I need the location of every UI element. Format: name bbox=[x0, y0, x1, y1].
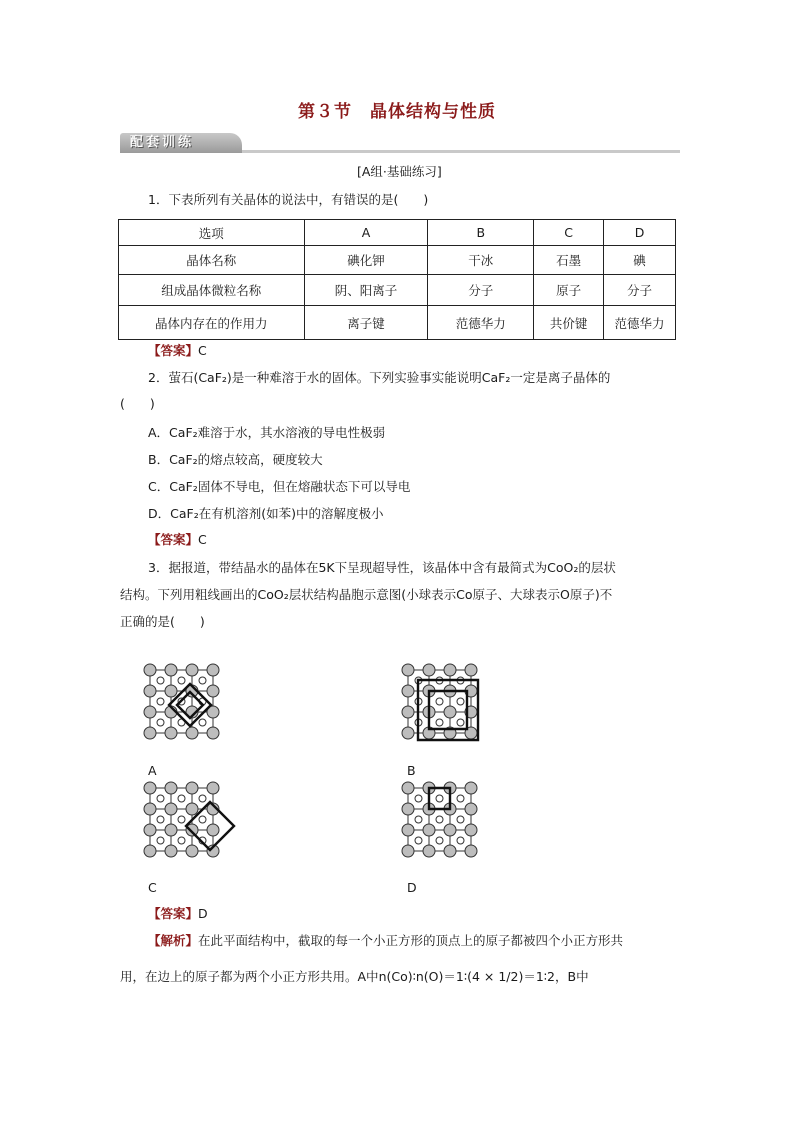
oxygen-atom bbox=[186, 727, 198, 739]
cobalt-atom bbox=[415, 837, 422, 844]
q3-stem-line1: 3．据报道，带结晶水的晶体在5K下呈现超导性，该晶体中含有最简式为CoO₂的层状 bbox=[148, 560, 616, 575]
table-cell: 原子 bbox=[534, 275, 604, 306]
cobalt-atom bbox=[157, 837, 164, 844]
table-cell: 分子 bbox=[428, 275, 534, 306]
answer-value: C bbox=[198, 532, 207, 547]
oxygen-atom bbox=[144, 685, 156, 697]
oxygen-atom bbox=[144, 845, 156, 857]
oxygen-atom bbox=[465, 664, 477, 676]
q1-stem: 1．下表所列有关晶体的说法中，有错误的是( ) bbox=[148, 192, 429, 207]
q2-option-b: B．CaF₂的熔点较高，硬度较大 bbox=[148, 452, 323, 467]
cobalt-atom bbox=[157, 795, 164, 802]
cobalt-atom bbox=[436, 795, 443, 802]
table-cell: 晶体名称 bbox=[119, 246, 305, 275]
q2-option-a: A．CaF₂难溶于水，其水溶液的导电性极弱 bbox=[148, 425, 386, 440]
answer-tag: 【答案】 bbox=[148, 343, 199, 358]
analysis-expression: n(Co)∶n(O)＝1∶(4 × 1/2)＝1∶2，B中 bbox=[378, 969, 589, 984]
q3-analysis-line2 bbox=[120, 968, 589, 986]
cobalt-atom bbox=[457, 837, 464, 844]
figure-c bbox=[140, 778, 250, 878]
table-cell: B bbox=[428, 220, 534, 246]
table-cell: 晶体内存在的作用力 bbox=[119, 306, 305, 340]
oxygen-atom bbox=[207, 664, 219, 676]
oxygen-atom bbox=[402, 664, 414, 676]
cobalt-atom bbox=[178, 816, 185, 823]
oxygen-atom bbox=[444, 824, 456, 836]
answer-tag: 【答案】 bbox=[148, 532, 199, 547]
oxygen-atom bbox=[165, 664, 177, 676]
oxygen-atom bbox=[165, 803, 177, 815]
oxygen-atom bbox=[423, 664, 435, 676]
oxygen-atom bbox=[444, 845, 456, 857]
table-cell: 分子 bbox=[604, 275, 676, 306]
cobalt-atom bbox=[199, 719, 206, 726]
oxygen-atom bbox=[402, 845, 414, 857]
oxygen-atom bbox=[402, 727, 414, 739]
oxygen-atom bbox=[144, 664, 156, 676]
figure-label-a: A bbox=[148, 763, 157, 778]
table-row bbox=[119, 306, 676, 340]
q2-option-c: C．CaF₂固体不导电，但在熔融状态下可以导电 bbox=[148, 479, 411, 494]
oxygen-atom bbox=[186, 782, 198, 794]
oxygen-atom bbox=[465, 845, 477, 857]
table-header-row bbox=[119, 220, 676, 246]
analysis-text: 在此平面结构中，截取的每一个小正方形的顶点上的原子都被四个小正方形共 bbox=[198, 933, 624, 948]
cobalt-atom bbox=[157, 719, 164, 726]
table-cell: 选项 bbox=[119, 220, 305, 246]
table-cell: C bbox=[534, 220, 604, 246]
oxygen-atom bbox=[207, 824, 219, 836]
q2-option-d: D．CaF₂在有机溶剂(如苯)中的溶解度极小 bbox=[148, 506, 384, 521]
table-cell: 组成晶体微粒名称 bbox=[119, 275, 305, 306]
oxygen-atom bbox=[165, 845, 177, 857]
cobalt-atom bbox=[178, 837, 185, 844]
oxygen-atom bbox=[165, 685, 177, 697]
q2-answer bbox=[148, 531, 207, 549]
oxygen-atom bbox=[165, 727, 177, 739]
cobalt-atom bbox=[457, 795, 464, 802]
cobalt-atom bbox=[178, 677, 185, 684]
q3-stem-line3: 正确的是( ) bbox=[120, 614, 205, 629]
oxygen-atom bbox=[402, 824, 414, 836]
oxygen-atom bbox=[165, 782, 177, 794]
oxygen-atom bbox=[165, 824, 177, 836]
table-cell: 石墨 bbox=[534, 246, 604, 275]
figure-label-c: C bbox=[148, 880, 157, 895]
q2-stem: 2．萤石(CaF₂)是一种难溶于水的固体。下列实验事实能说明CaF₂一定是离子晶体的 bbox=[148, 370, 611, 385]
cobalt-atom bbox=[436, 719, 443, 726]
oxygen-atom bbox=[144, 803, 156, 815]
oxygen-atom bbox=[186, 664, 198, 676]
banner-label: 配套训练 bbox=[130, 135, 195, 150]
cobalt-atom bbox=[457, 816, 464, 823]
cobalt-atom bbox=[199, 795, 206, 802]
oxygen-atom bbox=[402, 803, 414, 815]
q3-analysis-line1 bbox=[148, 932, 623, 950]
q3-answer bbox=[148, 905, 208, 923]
oxygen-atom bbox=[144, 706, 156, 718]
q2-stem-blank: ( ) bbox=[120, 396, 155, 411]
figure-label-b: B bbox=[407, 763, 416, 778]
table-cell: 共价键 bbox=[534, 306, 604, 340]
oxygen-atom bbox=[186, 845, 198, 857]
answer-tag: 【答案】 bbox=[148, 906, 199, 921]
oxygen-atom bbox=[144, 727, 156, 739]
figure-label-d: D bbox=[407, 880, 417, 895]
cobalt-atom bbox=[415, 816, 422, 823]
page-title: 第３节 晶体结构与性质 bbox=[298, 102, 496, 122]
oxygen-atom bbox=[444, 706, 456, 718]
oxygen-atom bbox=[207, 685, 219, 697]
oxygen-atom bbox=[207, 782, 219, 794]
table-cell: D bbox=[604, 220, 676, 246]
cobalt-atom bbox=[436, 816, 443, 823]
oxygen-atom bbox=[144, 782, 156, 794]
cobalt-atom bbox=[415, 795, 422, 802]
cobalt-atom bbox=[178, 795, 185, 802]
oxygen-atom bbox=[207, 727, 219, 739]
oxygen-atom bbox=[423, 845, 435, 857]
table-cell: 阴、阳离子 bbox=[304, 275, 428, 306]
oxygen-atom bbox=[144, 824, 156, 836]
cobalt-atom bbox=[436, 837, 443, 844]
cobalt-atom bbox=[199, 816, 206, 823]
q3-stem-line2: 结构。下列用粗线画出的CoO₂层状结构晶胞示意图(小球表示Co原子、大球表示O原子)不 bbox=[120, 587, 613, 602]
oxygen-atom bbox=[402, 782, 414, 794]
oxygen-atom bbox=[186, 803, 198, 815]
oxygen-atom bbox=[402, 706, 414, 718]
oxygen-atom bbox=[465, 803, 477, 815]
cobalt-atom bbox=[457, 698, 464, 705]
table-row bbox=[119, 246, 676, 275]
oxygen-atom bbox=[444, 664, 456, 676]
table-cell: 范德华力 bbox=[428, 306, 534, 340]
table-cell: 碘化钾 bbox=[304, 246, 428, 275]
table-cell: 离子键 bbox=[304, 306, 428, 340]
table-cell: A bbox=[304, 220, 428, 246]
oxygen-atom bbox=[423, 824, 435, 836]
table-cell: 干冰 bbox=[428, 246, 534, 275]
table-row bbox=[119, 275, 676, 306]
cobalt-atom bbox=[157, 677, 164, 684]
cobalt-atom bbox=[436, 698, 443, 705]
figure-b bbox=[398, 660, 498, 760]
cobalt-atom bbox=[157, 816, 164, 823]
table-cell: 范德华力 bbox=[604, 306, 676, 340]
section-banner bbox=[120, 133, 242, 153]
group-heading: [A组·基础练习] bbox=[357, 164, 442, 179]
table-cell: 碘 bbox=[604, 246, 676, 275]
analysis-tag: 【解析】 bbox=[148, 933, 199, 948]
cobalt-atom bbox=[457, 719, 464, 726]
figure-d bbox=[398, 778, 498, 878]
cobalt-atom bbox=[199, 677, 206, 684]
cobalt-atom bbox=[157, 698, 164, 705]
oxygen-atom bbox=[402, 685, 414, 697]
q1-answer bbox=[148, 342, 207, 360]
answer-value: D bbox=[198, 906, 208, 921]
answer-value: C bbox=[198, 343, 207, 358]
analysis-text: 用，在边上的原子都为两个小正方形共用。A中 bbox=[120, 969, 379, 984]
oxygen-atom bbox=[465, 782, 477, 794]
q1-table bbox=[118, 219, 676, 340]
banner-rule bbox=[242, 150, 680, 153]
oxygen-atom bbox=[465, 824, 477, 836]
figure-a bbox=[140, 660, 240, 760]
